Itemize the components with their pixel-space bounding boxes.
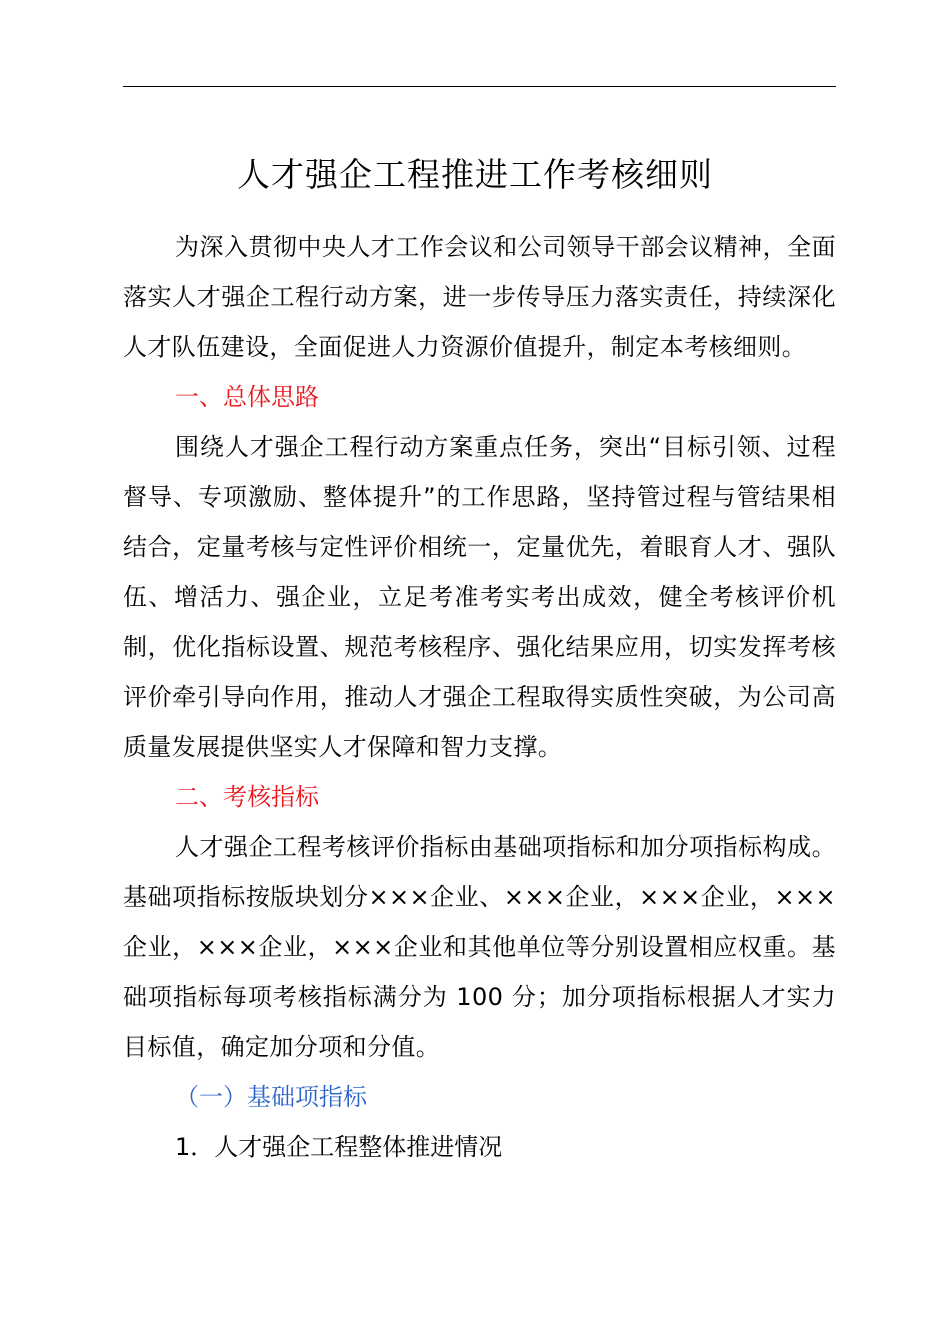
section-paragraph-indicators: 人才强企工程考核评价指标由基础项指标和加分项指标构成。基础项指标按版块划分×××企业、×××企业，×××企业，×××企业，×××企业，×××企业和其他单位等分别设置相应权重。基础项指标每项考核指标满分为 100 分；加分项指标根据人才实力目标值，确定加分项和分值。 bbox=[123, 833, 836, 1061]
section-heading-indicators: 二、考核指标 bbox=[175, 783, 319, 811]
section-paragraph-overall: 围绕人才强企工程行动方案重点任务，突出“目标引领、过程督导、专项激励、整体提升”的工作思路，坚持管过程与管结果相结合，定量考核与定性评价相统一，定量优先，着眼育人才、强队伍、增活力、强企业，立足考准考实考出成效，健全考核评价机制，优化指标设置、规范考核程序、强化结果应用，切实发挥考核评价牵引导向作用，推动人才强企工程取得实质性突破，为公司高质量发展提供坚实人才保障和智力支撑。 bbox=[123, 433, 836, 761]
intro-paragraph: 为深入贯彻中央人才工作会议和公司领导干部会议精神，全面落实人才强企工程行动方案，进一步传导压力落实责任，持续深化人才队伍建设，全面促进人力资源价值提升，制定本考核细则。 bbox=[123, 233, 836, 361]
header-rule bbox=[123, 86, 836, 87]
list-item: 1．人才强企工程整体推进情况 bbox=[175, 1133, 503, 1161]
subsection-heading-basic: （一）基础项指标 bbox=[175, 1083, 367, 1111]
document-body bbox=[123, 222, 836, 1172]
section-heading-overall: 一、总体思路 bbox=[175, 383, 319, 411]
document-title: 人才强企工程推进工作考核细则 bbox=[237, 155, 713, 194]
